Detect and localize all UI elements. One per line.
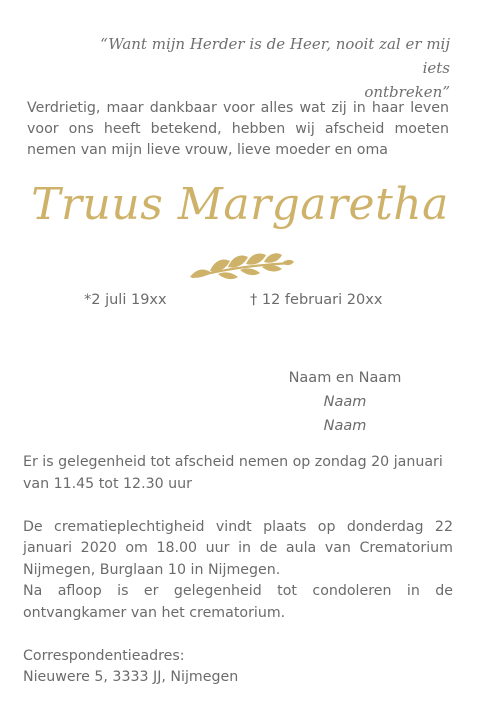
bible-quote [70, 32, 450, 104]
leaf-branch-icon [188, 247, 296, 283]
ceremony-text: De crematieplechtigheid vindt plaats op donderdag 22 januari 2020 om 18.00 uur in de aula van Crematorium Nijmegen, Burglaan 10 in Nijmegen. [23, 518, 453, 578]
deceased-name: Truus Margaretha [31, 179, 449, 230]
details-section [23, 452, 453, 689]
signers [270, 366, 420, 438]
condolence-text: Na afloop is er gelegenheid tot condoleren in de ontvangkamer van het crematorium. [23, 583, 453, 621]
signer-line-3: Naam [323, 418, 367, 434]
quote-line-2: ontbreken” [364, 83, 450, 101]
signer-line-1: Naam en Naam [288, 370, 402, 386]
quote-line-1: “Want mijn Herder is de Heer, nooit zal er mij iets [100, 35, 450, 77]
signer-line-2: Naam [323, 394, 367, 410]
intro-text: Verdrietig, maar dankbaar voor alles wat zij in haar leven voor ons heeft betekend, hebben wij afscheid moeten nemen van mijn lieve vrouw, lieve moeder en oma [27, 100, 449, 158]
birth-date: *2 juli 19xx [84, 292, 167, 308]
death-date: † 12 februari 20xx [250, 292, 383, 308]
correspondence-address: Nieuwere 5, 3333 JJ, Nijmegen [23, 669, 239, 685]
correspondence-label: Correspondentieadres: [23, 647, 185, 664]
farewell-text: Er is gelegenheid tot afscheid nemen op zondag 20 januari van 11.45 tot 12.30 uur [23, 454, 443, 492]
